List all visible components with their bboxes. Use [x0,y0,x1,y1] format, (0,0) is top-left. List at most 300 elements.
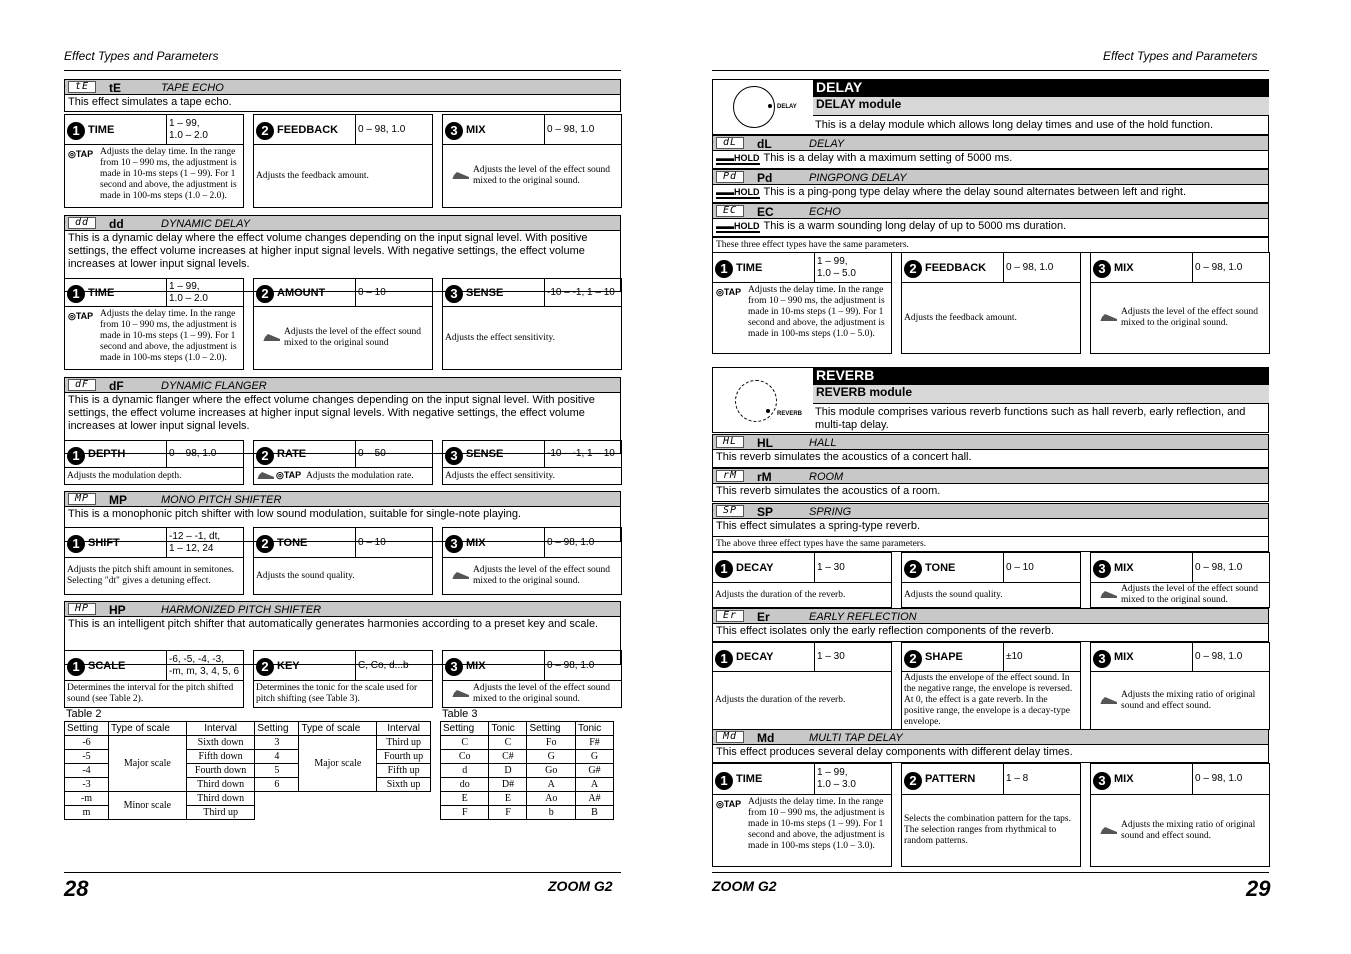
table-cell: C [441,736,489,750]
reverb-knob-label: REVERB [777,411,803,417]
effect-code: HL [757,436,773,450]
param-description [445,470,619,482]
param-box [1090,642,1270,730]
table-cell: Major scale [299,736,377,792]
param-description [1121,674,1267,727]
effect-description-text: This is a delay with a maximum setting of 5000 ms. [763,152,1013,164]
effect-name: HALL [809,437,837,449]
param-box [712,552,892,608]
lcd-display: Er [716,610,744,622]
param-name: PATTERN [925,773,976,785]
effect-bar [712,468,1269,484]
param-number-icon: 3 [445,447,463,465]
expression-pedal-icon [451,571,469,579]
table-cell: Third up [377,736,431,750]
param-description [100,147,241,205]
param-box [1090,763,1270,867]
table2 [64,721,431,820]
lcd-display: dL [716,137,744,149]
param-range: 1 – 99, 1.0 – 2.0 [166,279,245,306]
delay-module-subtitle: DELAY module [813,97,1269,116]
param-description [748,797,889,864]
effect-bar [712,434,1269,450]
effect-code: dF [109,379,124,393]
table-cell: G [527,750,575,764]
param-description [715,585,889,605]
param-box [442,527,622,595]
param-range: ±10 [1003,643,1082,671]
param-description [67,683,241,705]
tap-icon: ◎TAP [68,311,94,321]
param-description [67,560,241,592]
param-range: 0 – 98, 1.0 [1192,643,1271,671]
param-number-icon: 3 [445,535,463,553]
expression-pedal-icon [262,333,280,341]
lcd-display: Pd [716,171,744,183]
table-cell: G# [575,764,613,778]
table-cell: Fo [527,736,575,750]
param-number-icon: 2 [256,447,274,465]
table2-header: Interval [186,722,255,736]
effect-code: tE [109,81,121,95]
param-name: SENSE [466,448,504,460]
table-cell: E [489,792,527,806]
param-description-text: Adjusts the delay time. In the range from 10 – 990 ms, the adjustment is made in 10-ms steps (1 – 99). For 1 second and above, the adjustment is made in 100-ms steps (1.0 – 3.0). [748,797,885,851]
param-header [713,643,891,672]
param-range: 1 – 99, 1.0 – 3.0 [814,764,893,794]
param-number-icon: 2 [904,260,922,278]
param-description [904,797,1078,864]
expression-pedal-icon [1099,696,1117,704]
table-cell: Third down [186,792,255,806]
reverb-module-title: REVERB [813,367,1269,385]
param-header [443,528,621,558]
effect-bar [712,169,1269,185]
effect-name: DYNAMIC DELAY [161,218,251,230]
param-range: 0 – 98, 1.0 [166,441,245,467]
table-cell: Fourth up [377,750,431,764]
brand-name: ZOOM G2 [712,878,777,894]
param-description-text: Adjusts the feedback amount. [904,312,1017,323]
param-range: 0 – 98, 1.0 [1003,253,1082,282]
param-box [64,278,244,370]
param-description-text: Adjusts the duration of the reverb. [715,695,846,705]
table-cell: b [527,806,575,820]
param-range: 1 – 99, 1.0 – 5.0 [814,253,893,282]
table-cell: m [65,806,109,820]
brand-name: ZOOM G2 [548,878,613,894]
effect-description: This reverb simulates the acoustics of a room. [712,484,1269,502]
param-header [1091,643,1269,672]
table-cell: -6 [65,736,109,750]
param-box [901,642,1081,730]
param-box [442,650,622,708]
footer-rule [712,872,1269,873]
table-cell: Fourth down [186,764,255,778]
effect-bar [64,491,621,507]
effect-name: MULTI TAP DELAY [809,732,903,744]
param-name: DEPTH [88,448,126,460]
param-description-text: Adjusts the effect sensitivity. [445,332,556,343]
effect-name: ECHO [809,206,841,218]
effect-name: DELAY [809,138,845,150]
lcd-display: MP [68,493,96,505]
param-number-icon: 1 [67,658,85,676]
effect-name: SPRING [809,506,852,518]
param-header [443,441,621,468]
table-row [441,806,614,820]
param-range: -10 – -1, 1 – 10 [544,441,623,467]
param-name: MIX [1114,561,1134,574]
param-description [1121,285,1267,351]
lcd-display: SP [716,505,744,517]
param-name: SCALE [88,659,126,672]
page-header-left: Effect Types and Parameters [64,49,219,63]
param-description-text: Adjusts the mixing ratio of original sound and effect sound. [1121,689,1256,711]
param-name: TONE [277,536,308,549]
table-cell: 6 [255,778,299,792]
table-cell: A# [575,792,613,806]
table-cell: 4 [255,750,299,764]
delay-knob-label: DELAY [777,104,797,110]
param-number-icon: 3 [445,658,463,676]
table-cell: Sixth up [377,778,431,792]
effect-code: HP [109,603,126,617]
effect-description: This is a dynamic flanger where the effect volume changes depending on the input signal level. With positive settings, the effect volume increases at higher input signal levels. With negative settings, the effect volume increases at lower input signal levels. [64,393,621,454]
param-name: AMOUNT [277,286,326,299]
table-row [441,764,614,778]
param-name: DECAY [736,651,774,663]
table2-caption: Table 2 [66,708,102,720]
param-description [1121,585,1267,605]
param-name: SHAPE [925,651,963,663]
param-number-icon: 2 [256,535,274,553]
param-number-icon: 3 [1093,560,1111,578]
param-description-text: Adjusts the level of the effect sound mixed to the original sound. [473,683,611,704]
table-cell: B [575,806,613,820]
param-number-icon: 1 [67,447,85,465]
table-cell: D# [489,778,527,792]
param-name: TIME [736,261,763,274]
table2-header-row [65,722,431,736]
param-description-text: Adjusts the feedback amount. [256,170,369,181]
param-header [902,643,1080,672]
param-box [442,440,622,485]
param-name: MIX [1114,651,1134,663]
param-box [442,278,622,370]
effect-code: Er [757,610,770,624]
param-description [904,674,1078,727]
expression-pedal-icon [451,689,469,697]
table3 [440,721,614,820]
table-row [65,736,431,750]
effect-bar [64,79,621,95]
param-description [256,560,430,592]
effect-description: This is an intelligent pitch shifter that automatically generates harmonies according to a preset key and scale. [64,617,621,665]
effect-bar [712,608,1269,624]
table-cell: A [575,778,613,792]
param-description-text: Determines the tonic for the scale used for pitch shifting (see Table 3). [256,683,418,704]
param-name: FEEDBACK [925,261,987,274]
delay-module-title: DELAY [813,79,1269,97]
param-box [1090,552,1270,608]
param-header [1091,553,1269,583]
effect-name: MONO PITCH SHIFTER [161,494,282,506]
param-range: 0 – 98, 1.0 [1192,553,1271,582]
effect-name: EARLY REFLECTION [809,611,917,623]
param-header [713,253,891,283]
param-description-text: Adjusts the modulation depth. [67,470,182,481]
param-box [253,440,433,485]
param-name: SENSE [466,286,504,299]
table2-header: Type of scale [108,722,186,736]
expression-pedal-icon [1099,826,1117,834]
param-description [67,470,241,482]
lcd-display: tE [68,81,96,93]
param-description-text: Adjusts the level of the effect sound mixed to the original sound. [1121,584,1259,605]
table-cell: d [441,764,489,778]
table-cell: Ao [527,792,575,806]
reverb-module-desc: This module comprises various reverb functions such as hall reverb, early reflection, and multi-tap delay. [815,406,1246,431]
param-box [64,114,244,208]
param-range: 0 – 50 [355,441,434,467]
param-range: 1 – 8 [1003,764,1082,794]
knob-pointer [768,104,772,108]
param-description-text: Adjusts the delay time. In the range from 10 – 990 ms, the adjustment is made in 10-ms steps (1 – 99). For 1 second and above, the adjustment is made in 100-ms steps (1.0 – 5.0). [748,285,885,339]
effect-bar [712,729,1269,745]
footer-rule [64,872,621,873]
param-box [253,527,433,595]
page-header-right: Effect Types and Parameters [1103,49,1258,63]
param-number-icon: 1 [715,650,733,668]
param-range: 0 – 98, 1.0 [355,115,434,144]
param-description [306,470,430,482]
param-box [712,252,892,354]
table-cell: -4 [65,764,109,778]
param-number-icon: 3 [1093,650,1111,668]
effect-description-text: This is a warm sounding long delay of up to 5000 ms duration. [763,220,1067,232]
param-header [65,441,243,468]
param-name: MIX [466,536,486,549]
param-name: TONE [925,561,956,574]
table-cell: Fifth down [186,750,255,764]
param-header [65,115,243,145]
table-cell: -5 [65,750,109,764]
lcd-display: dd [68,217,96,229]
param-number-icon: 2 [256,285,274,303]
param-name: FEEDBACK [277,123,339,136]
table-cell: E [441,792,489,806]
param-range: 0 – 10 [1003,553,1082,582]
table-cell: Go [527,764,575,778]
param-description-text: Adjusts the sound quality. [256,570,355,581]
shared-params-note: The above three effect types have the same parameters. [712,537,1269,552]
effect-name: DYNAMIC FLANGER [161,380,267,392]
reverb-module-subtitle: REVERB module [813,385,1269,404]
table-cell: F [441,806,489,820]
param-description [473,147,619,205]
lcd-display: Md [716,731,744,743]
table-cell: 3 [255,736,299,750]
effect-bar [712,503,1269,519]
lcd-display: dF [68,379,96,391]
table-cell: Sixth down [186,736,255,750]
param-header [65,279,243,307]
table2-header: Type of scale [299,722,377,736]
param-box [901,552,1081,608]
param-name: MIX [1114,261,1134,274]
param-number-icon: 3 [1093,260,1111,278]
param-description [100,309,241,367]
param-range: 0 – 98, 1.0 [544,528,623,557]
effect-code: dd [109,217,124,231]
param-number-icon: 1 [67,535,85,553]
table-cell: D [489,764,527,778]
param-name: TIME [88,286,115,299]
param-header [713,553,891,583]
param-description [473,560,619,592]
table2-header: Interval [377,722,431,736]
effect-code: Pd [757,171,773,185]
param-box [64,440,244,485]
param-name: KEY [277,659,300,672]
param-name: DECAY [736,561,774,574]
effect-bar [64,215,621,231]
param-description-text: Adjusts the level of the effect sound mixed to the original sound. [473,165,611,186]
effect-bar [64,377,621,393]
page-number: 29 [1246,876,1271,901]
param-header [254,279,432,307]
effect-description: This effect simulates a spring-type reverb. [712,519,1269,537]
param-description-text: Adjusts the level of the effect sound mixed to the original sound. [473,565,611,586]
effect-description: This reverb simulates the acoustics of a concert hall. [712,450,1269,468]
expression-pedal-icon [1099,313,1117,321]
param-header [254,651,432,681]
effect-code: dL [757,137,772,151]
hold-icon: ▬▬HOLD [716,221,760,231]
param-name: MIX [466,123,486,136]
table-cell: Major scale [108,736,186,792]
param-range: -10 – -1, 1 – 10 [544,279,623,306]
param-header [902,764,1080,795]
effect-bar [712,135,1269,151]
table-cell: F# [575,736,613,750]
param-number-icon: 3 [445,122,463,140]
effect-name: TAPE ECHO [161,82,224,94]
param-name: TIME [736,773,763,785]
param-range: 0 – 98, 1.0 [544,651,623,680]
table-row [441,736,614,750]
param-range: 0 – 98, 1.0 [544,115,623,144]
param-name: MIX [1114,773,1134,785]
header-rule [64,70,621,71]
param-description-text: Adjusts the pitch shift amount in semitones. Selecting "dt" gives a detuning effect. [67,565,235,586]
effect-description: This effect isolates only the early reflection components of the reverb. [712,624,1269,642]
param-description-text: Adjusts the modulation rate. [306,470,414,481]
param-description-text: Determines the interval for the pitch shifted sound (see Table 2). [67,683,234,704]
header-rule [712,70,1269,71]
param-range: -6, -5, -4, -3, -m, m, 3, 4, 5, 6 [166,651,245,680]
param-header [65,528,243,558]
effect-description: This effect simulates a tape echo. [64,95,621,112]
table-row [65,792,431,806]
param-description-text: Adjusts the mixing ratio of original sound and effect sound. [1121,819,1256,841]
lcd-display: HL [716,436,744,448]
tap-icon: ◎TAP [716,287,742,297]
param-header [443,651,621,681]
param-description-text: Adjusts the sound quality. [904,589,1003,600]
lcd-display: rM [716,470,744,482]
param-range: 1 – 30 [814,553,893,582]
param-number-icon: 2 [256,658,274,676]
param-range: 0 – 10 [355,279,434,306]
table-cell: -3 [65,778,109,792]
param-number-icon: 1 [715,772,733,790]
effect-description: This is a monophonic pitch shifter with low sound modulation, suitable for single-note playing. [64,507,621,542]
param-name: SHIFT [88,536,120,549]
tap-icon: ◎TAP [716,799,742,809]
param-description-text: Adjusts the delay time. In the range from 10 – 990 ms, the adjustment is made in 10-ms steps (1 – 99). For 1 second and above, the adjustment is made in 100-ms steps (1.0 – 2.0). [100,309,237,363]
lcd-display: EC [716,205,744,217]
param-description-text: Adjusts the level of the effect sound mixed to the original sound [284,327,422,348]
table-cell: G [575,750,613,764]
table-cell: Fifth up [377,764,431,778]
effect-code: EC [757,205,774,219]
shared-params-note: These three effect types have the same parameters. [712,237,1269,253]
param-header [254,441,432,468]
param-number-icon: 1 [715,260,733,278]
knob-pointer [766,409,770,413]
reverb-knob-icon [735,380,777,422]
param-description [256,147,430,205]
param-box [901,252,1081,354]
table3-header-row [441,722,614,736]
param-header [1091,764,1269,795]
param-box [442,114,622,208]
param-description-text: Adjusts the level of the effect sound mixed to the original sound. [1121,307,1259,328]
param-number-icon: 2 [904,560,922,578]
hold-icon: ▬▬HOLD [716,187,760,197]
param-description-text: Selects the combination pattern for the taps. The selection ranges from rhythmical to random patterns. [904,814,1071,846]
param-name: MIX [466,659,486,672]
param-header [65,651,243,681]
effect-description [712,185,1269,203]
param-number-icon: 1 [67,122,85,140]
param-box [253,278,433,370]
effect-bar [712,203,1269,219]
table3-header: Setting [441,722,489,736]
table-cell: C [489,736,527,750]
param-header [443,279,621,307]
effect-code: SP [757,505,774,519]
param-name: TIME [88,123,115,136]
param-range: C, Co, d...b [355,651,434,680]
param-number-icon: 1 [715,560,733,578]
param-number-icon: 2 [904,650,922,668]
delay-module-desc: This is a delay module which allows long delay times and use of the hold function. [815,119,1214,131]
table-cell: C# [489,750,527,764]
param-header [254,115,432,145]
table-cell: Third up [186,806,255,820]
table3-header: Tonic [575,722,613,736]
param-description-text: Adjusts the delay time. In the range from 10 – 990 ms, the adjustment is made in 10-ms steps (1 – 99). For 1 second and above, the adjustment is made in 100-ms steps (1.0 – 2.0). [100,147,237,201]
table2-header: Setting [65,722,109,736]
effect-description [712,219,1269,237]
param-description [284,309,430,367]
param-box [253,650,433,708]
param-range: 0 – 10 [355,528,434,557]
effect-bar [64,601,621,617]
